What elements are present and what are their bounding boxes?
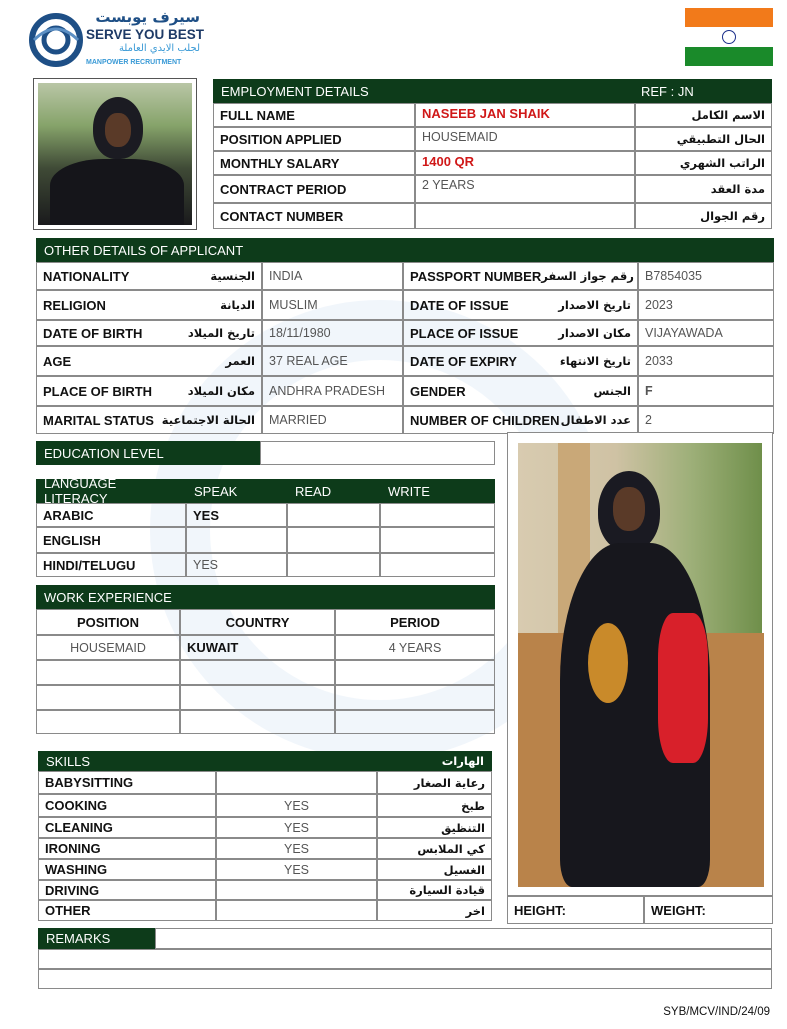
employment-arabic-label	[635, 151, 772, 175]
language-cell: ARABIC	[36, 503, 186, 527]
skills-header-right	[291, 751, 492, 771]
other-label-left-arabic: تاريخ الميلاد	[187, 326, 255, 340]
india-flag	[685, 8, 773, 66]
ref-header	[633, 79, 772, 103]
other-label-right-arabic: تاريخ الاصدار	[558, 298, 631, 312]
other-label-right	[403, 376, 638, 406]
employment-arabic-label	[635, 103, 772, 127]
logo	[28, 8, 205, 70]
weight-field	[644, 896, 773, 924]
other-label-right-arabic: عدد الاطفال	[560, 413, 631, 427]
language-header-cell: LANGUAGE LITERACY	[36, 479, 186, 503]
employment-arabic-label	[635, 203, 772, 229]
work-cell	[36, 660, 180, 685]
brand-tagline: MANPOWER RECRUITMENT	[86, 59, 182, 66]
other-label-right-text: GENDER	[410, 383, 466, 399]
skill-arabic-label	[377, 838, 492, 859]
work-header-label: WORK EXPERIENCE	[44, 589, 172, 605]
other-label-left-text: AGE	[43, 353, 72, 369]
work-column-header: POSITION	[36, 609, 180, 635]
ref-label: REF : JN	[641, 83, 694, 99]
other-label-left-text: MARITAL STATUS	[43, 412, 154, 428]
other-value-right: B7854035	[638, 262, 774, 290]
skill-label: CLEANING	[38, 817, 216, 838]
work-cell: KUWAIT	[180, 635, 335, 660]
photo-figure-face-large	[613, 487, 645, 531]
other-label-right	[403, 290, 638, 320]
other-label-right-text: PLACE OF ISSUE	[410, 325, 519, 341]
other-label-left	[36, 290, 262, 320]
other-label-left-text: DATE OF BIRTH	[43, 325, 143, 341]
work-experience-header-right	[264, 585, 495, 609]
other-label-left-arabic: الحالة الاجتماعية	[161, 413, 255, 427]
employment-arabic-text: مدة العقد	[710, 182, 765, 196]
other-label-right	[403, 406, 638, 434]
other-value-left: MUSLIM	[262, 290, 403, 320]
other-label-left-arabic: الديانة	[220, 298, 255, 312]
skill-arabic-label	[377, 859, 492, 880]
other-details-header-right	[403, 238, 774, 262]
other-label-left	[36, 346, 262, 376]
other-value-left: INDIA	[262, 262, 403, 290]
other-label-left-text: NATIONALITY	[43, 268, 130, 284]
employment-label: MONTHLY SALARY	[213, 151, 415, 175]
employment-arabic-text: الراتب الشهري	[679, 156, 765, 170]
other-label-right	[403, 346, 638, 376]
language-header-cell: READ	[287, 479, 380, 503]
work-cell: HOUSEMAID	[36, 635, 180, 660]
other-label-right-text: NUMBER OF CHILDREN	[410, 412, 560, 428]
skill-value: YES	[216, 817, 377, 838]
other-value-right: 2033	[638, 346, 774, 376]
skill-arabic-text: اخر	[465, 903, 485, 918]
skills-header	[38, 751, 291, 771]
other-label-right	[403, 320, 638, 346]
work-cell	[180, 660, 335, 685]
height-label: HEIGHT:	[514, 902, 566, 918]
language-cell	[380, 553, 495, 577]
other-value-right: F	[638, 376, 774, 406]
ashoka-chakra-icon	[722, 30, 736, 44]
employment-arabic-text: الاسم الكامل	[691, 108, 765, 122]
skills-header-label: SKILLS	[46, 753, 91, 769]
other-details-header	[36, 238, 403, 262]
other-label-right-arabic: الجنس	[593, 384, 631, 398]
work-cell	[335, 685, 495, 710]
skill-arabic-label	[377, 771, 492, 794]
remarks-box-line-2	[38, 969, 772, 989]
other-value-right: 2023	[638, 290, 774, 320]
education-level-value	[260, 441, 495, 465]
other-value-left: 18/11/1980	[262, 320, 403, 346]
skill-arabic-text: الغسيل	[443, 862, 485, 877]
other-label-left-text: PLACE OF BIRTH	[43, 383, 153, 399]
skill-label: BABYSITTING	[38, 771, 216, 794]
other-label-right-arabic: مكان الاصدار	[558, 326, 631, 340]
employment-arabic-text: الحال التطبيقي	[676, 132, 765, 146]
brand-arabic-tagline: لجلب الايدي العاملة	[118, 43, 200, 54]
other-value-left: 37 REAL AGE	[262, 346, 403, 376]
other-label-left	[36, 406, 262, 434]
language-cell: YES	[186, 553, 287, 577]
language-cell	[287, 553, 380, 577]
photo-figure-face	[105, 113, 131, 147]
other-label-right-text: DATE OF EXPIRY	[410, 353, 517, 369]
other-value-left: ANDHRA PRADESH	[262, 376, 403, 406]
skill-label: OTHER	[38, 900, 216, 921]
work-cell	[335, 710, 495, 734]
other-label-left-arabic: مكان الميلاد	[187, 384, 255, 398]
other-label-right-text: PASSPORT NUMBER	[410, 268, 542, 284]
other-label-right-text: DATE OF ISSUE	[410, 297, 509, 313]
skill-value	[216, 900, 377, 921]
employment-header-label: EMPLOYMENT DETAILS	[221, 83, 369, 99]
work-column-header: PERIOD	[335, 609, 495, 635]
photo-scarf-red	[658, 613, 708, 763]
skill-value	[216, 880, 377, 900]
employment-value: NASEEB JAN SHAIK	[415, 103, 635, 127]
other-value-left: MARRIED	[262, 406, 403, 434]
work-cell	[36, 685, 180, 710]
language-header-cell: WRITE	[380, 479, 495, 503]
employment-arabic-label	[635, 175, 772, 203]
skill-value: YES	[216, 838, 377, 859]
other-label-left	[36, 320, 262, 346]
education-header-label: EDUCATION LEVEL	[44, 445, 164, 461]
employment-arabic-text: رقم الجوال	[700, 209, 765, 223]
applicant-photo-full	[507, 432, 773, 896]
skill-label: DRIVING	[38, 880, 216, 900]
weight-label: WEIGHT:	[651, 902, 706, 918]
employment-value: 2 YEARS	[415, 175, 635, 203]
work-experience-header	[36, 585, 264, 609]
skill-value: YES	[216, 859, 377, 880]
skill-arabic-label	[377, 900, 492, 921]
work-cell	[335, 660, 495, 685]
work-cell	[180, 710, 335, 734]
employment-label: FULL NAME	[213, 103, 415, 127]
photo-scarf-print	[588, 623, 628, 703]
skill-value: YES	[216, 794, 377, 817]
photo-figure-body	[50, 159, 184, 225]
flag-green	[685, 47, 773, 66]
brand-english-name: SERVE YOU BEST	[86, 27, 205, 42]
skill-value	[216, 771, 377, 794]
language-header-cell: SPEAK	[186, 479, 287, 503]
other-label-left-arabic: الجنسية	[210, 269, 255, 283]
skills-header-arabic: الهارات	[441, 754, 484, 768]
other-value-right: VIJAYAWADA	[638, 320, 774, 346]
remarks-header	[38, 928, 155, 949]
remarks-box-top	[155, 928, 772, 949]
employment-label: POSITION APPLIED	[213, 127, 415, 151]
document-code: SYB/MCV/IND/24/09	[663, 1006, 770, 1018]
language-cell	[287, 527, 380, 553]
language-cell: ENGLISH	[36, 527, 186, 553]
language-cell: YES	[186, 503, 287, 527]
work-cell: 4 YEARS	[335, 635, 495, 660]
employment-label: CONTRACT PERIOD	[213, 175, 415, 203]
flag-saffron	[685, 8, 773, 27]
other-label-left-arabic: العمر	[225, 354, 255, 368]
skill-label: COOKING	[38, 794, 216, 817]
skill-label: IRONING	[38, 838, 216, 859]
other-label-left	[36, 376, 262, 406]
employment-value: HOUSEMAID	[415, 127, 635, 151]
remarks-box-line-1	[38, 949, 772, 969]
other-label-left	[36, 262, 262, 290]
other-label-right-arabic: تاريخ الانتهاء	[559, 354, 631, 368]
other-label-right-arabic: رقم جواز السفر	[541, 269, 634, 283]
height-field	[507, 896, 644, 924]
language-cell	[287, 503, 380, 527]
employment-value: 1400 QR	[415, 151, 635, 175]
employment-value	[415, 203, 635, 229]
work-cell	[180, 685, 335, 710]
employment-details-header	[213, 79, 633, 103]
logo-emblem-icon	[28, 10, 84, 70]
skill-arabic-label	[377, 794, 492, 817]
other-value-right: 2	[638, 406, 774, 434]
skill-arabic-text: قيادة السيارة	[409, 883, 485, 897]
skill-arabic-text: التنظيق	[441, 820, 485, 835]
language-cell	[380, 527, 495, 553]
work-cell	[36, 710, 180, 734]
employment-label: CONTACT NUMBER	[213, 203, 415, 229]
language-cell	[380, 503, 495, 527]
brand-arabic-name: سيرف يوبست	[95, 8, 200, 26]
remarks-header-label: REMARKS	[46, 931, 111, 946]
language-cell: HINDI/TELUGU	[36, 553, 186, 577]
other-label-right	[403, 262, 638, 290]
skill-arabic-text: طبخ	[461, 798, 485, 813]
education-level-header	[36, 441, 260, 465]
skill-arabic-label	[377, 817, 492, 838]
language-cell	[186, 527, 287, 553]
applicant-photo-small	[33, 78, 197, 230]
skill-arabic-label	[377, 880, 492, 900]
skill-label: WASHING	[38, 859, 216, 880]
skill-arabic-text: كي الملابس	[417, 841, 485, 856]
skill-arabic-text: رعاية الصغار	[413, 775, 485, 790]
work-column-header: COUNTRY	[180, 609, 335, 635]
other-header-label: OTHER DETAILS OF APPLICANT	[44, 242, 244, 258]
other-label-left-text: RELIGION	[43, 297, 106, 313]
employment-arabic-label	[635, 127, 772, 151]
